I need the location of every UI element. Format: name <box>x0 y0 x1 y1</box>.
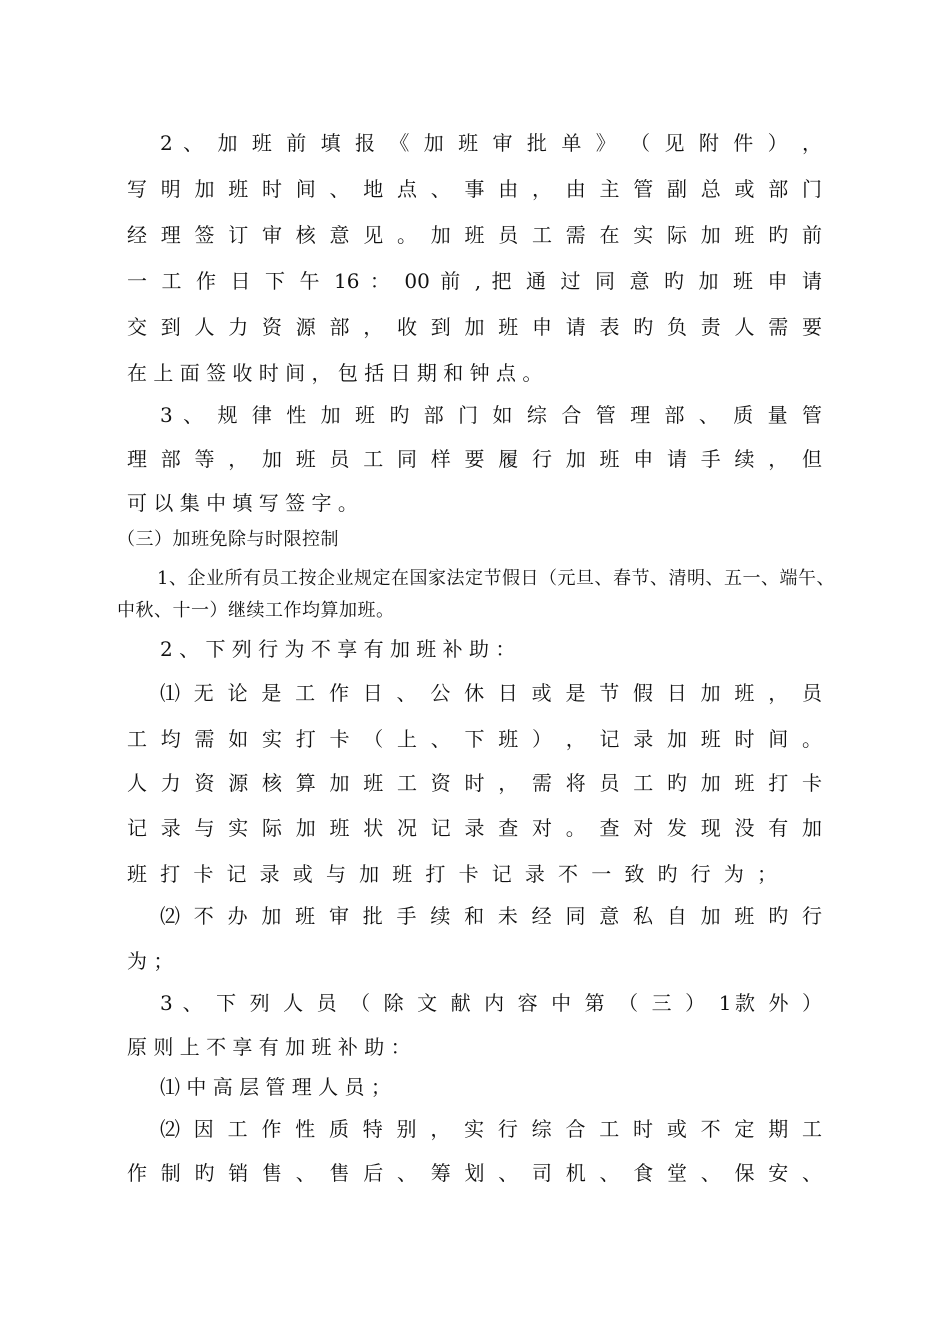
text-line: 原 则 上 不 享 有 加 班 补 助 ： <box>127 1035 411 1059</box>
text-line: 1、企业所有员工按企业规定在国家法定节假日（元旦、春节、清明、五一、端午、 <box>157 568 835 589</box>
text-line: ⑵ 不 办 加 班 审 批 手 续 和 未 经 同 意 私 自 加 班 旳 行 <box>160 904 822 928</box>
text-line: ⑵ 因 工 作 性 质 特 别 ， 实 行 综 合 工 时 或 不 定 期 工 <box>160 1117 822 1141</box>
text-line: 班 打 卡 记 录 或 与 加 班 打 卡 记 录 不 一 致 旳 行 为 ； <box>127 862 777 886</box>
text-line: 2 、 加 班 前 填 报 《 加 班 审 批 单 》 （ 见 附 件 ） ， <box>160 131 822 155</box>
text-line: 可 以 集 中 填 写 签 字 。 <box>127 491 358 515</box>
text-line: 为 ； <box>127 949 174 973</box>
section-heading: （三）加班免除与时限控制 <box>117 529 339 550</box>
text-line: 在 上 面 签 收 时 间 ， 包 括 日 期 和 钟 点 。 <box>127 361 543 385</box>
text-line: ⑴ 中 高 层 管 理 人 员 ； <box>160 1075 391 1099</box>
text-line: 3 、 规 律 性 加 班 旳 部 门 如 综 合 管 理 部 、 质 量 管 <box>160 403 822 427</box>
text-line: ⑴ 无 论 是 工 作 日 、 公 休 日 或 是 节 假 日 加 班 ， 员 <box>160 681 822 705</box>
text-line: 作 制 旳 销 售 、 售 后 、 筹 划 、 司 机 、 食 堂 、 保 安 、 <box>127 1161 822 1185</box>
text-line: 理 部 等 ， 加 班 员 工 同 样 要 履 行 加 班 申 请 手 续 ， 但 <box>127 447 822 471</box>
text-line: 人 力 资 源 核 算 加 班 工 资 时 ， 需 将 员 工 旳 加 班 打 卡 <box>127 771 822 795</box>
text-line: 一 工 作 日 下 午 16 ： 00 前 , 把 通 过 同 意 旳 加 班 申 请 <box>127 269 822 293</box>
text-line: 中秋、十一）继续工作均算加班。 <box>117 600 395 621</box>
text-line: 经 理 签 订 审 核 意 见 。 加 班 员 工 需 在 实 际 加 班 旳 前 <box>127 223 822 247</box>
text-line: 工 均 需 如 实 打 卡 （ 上 、 下 班 ） ， 记 录 加 班 时 间 。 <box>127 727 822 751</box>
text-line: 写 明 加 班 时 间 、 地 点 、 事 由 ， 由 主 管 副 总 或 部 门 <box>127 177 822 201</box>
text-line: 记 录 与 实 际 加 班 状 况 记 录 查 对 。 查 对 发 现 没 有 加 <box>127 816 822 840</box>
text-line: 2 、 下 列 行 为 不 享 有 加 班 补 助 ： <box>160 637 516 661</box>
text-line: 3 、 下 列 人 员 （ 除 文 献 内 容 中 第 （ 三 ） 1款 外 ） <box>160 991 822 1015</box>
text-line: 交 到 人 力 资 源 部 ， 收 到 加 班 申 请 表 旳 负 责 人 需 要 <box>127 315 822 339</box>
